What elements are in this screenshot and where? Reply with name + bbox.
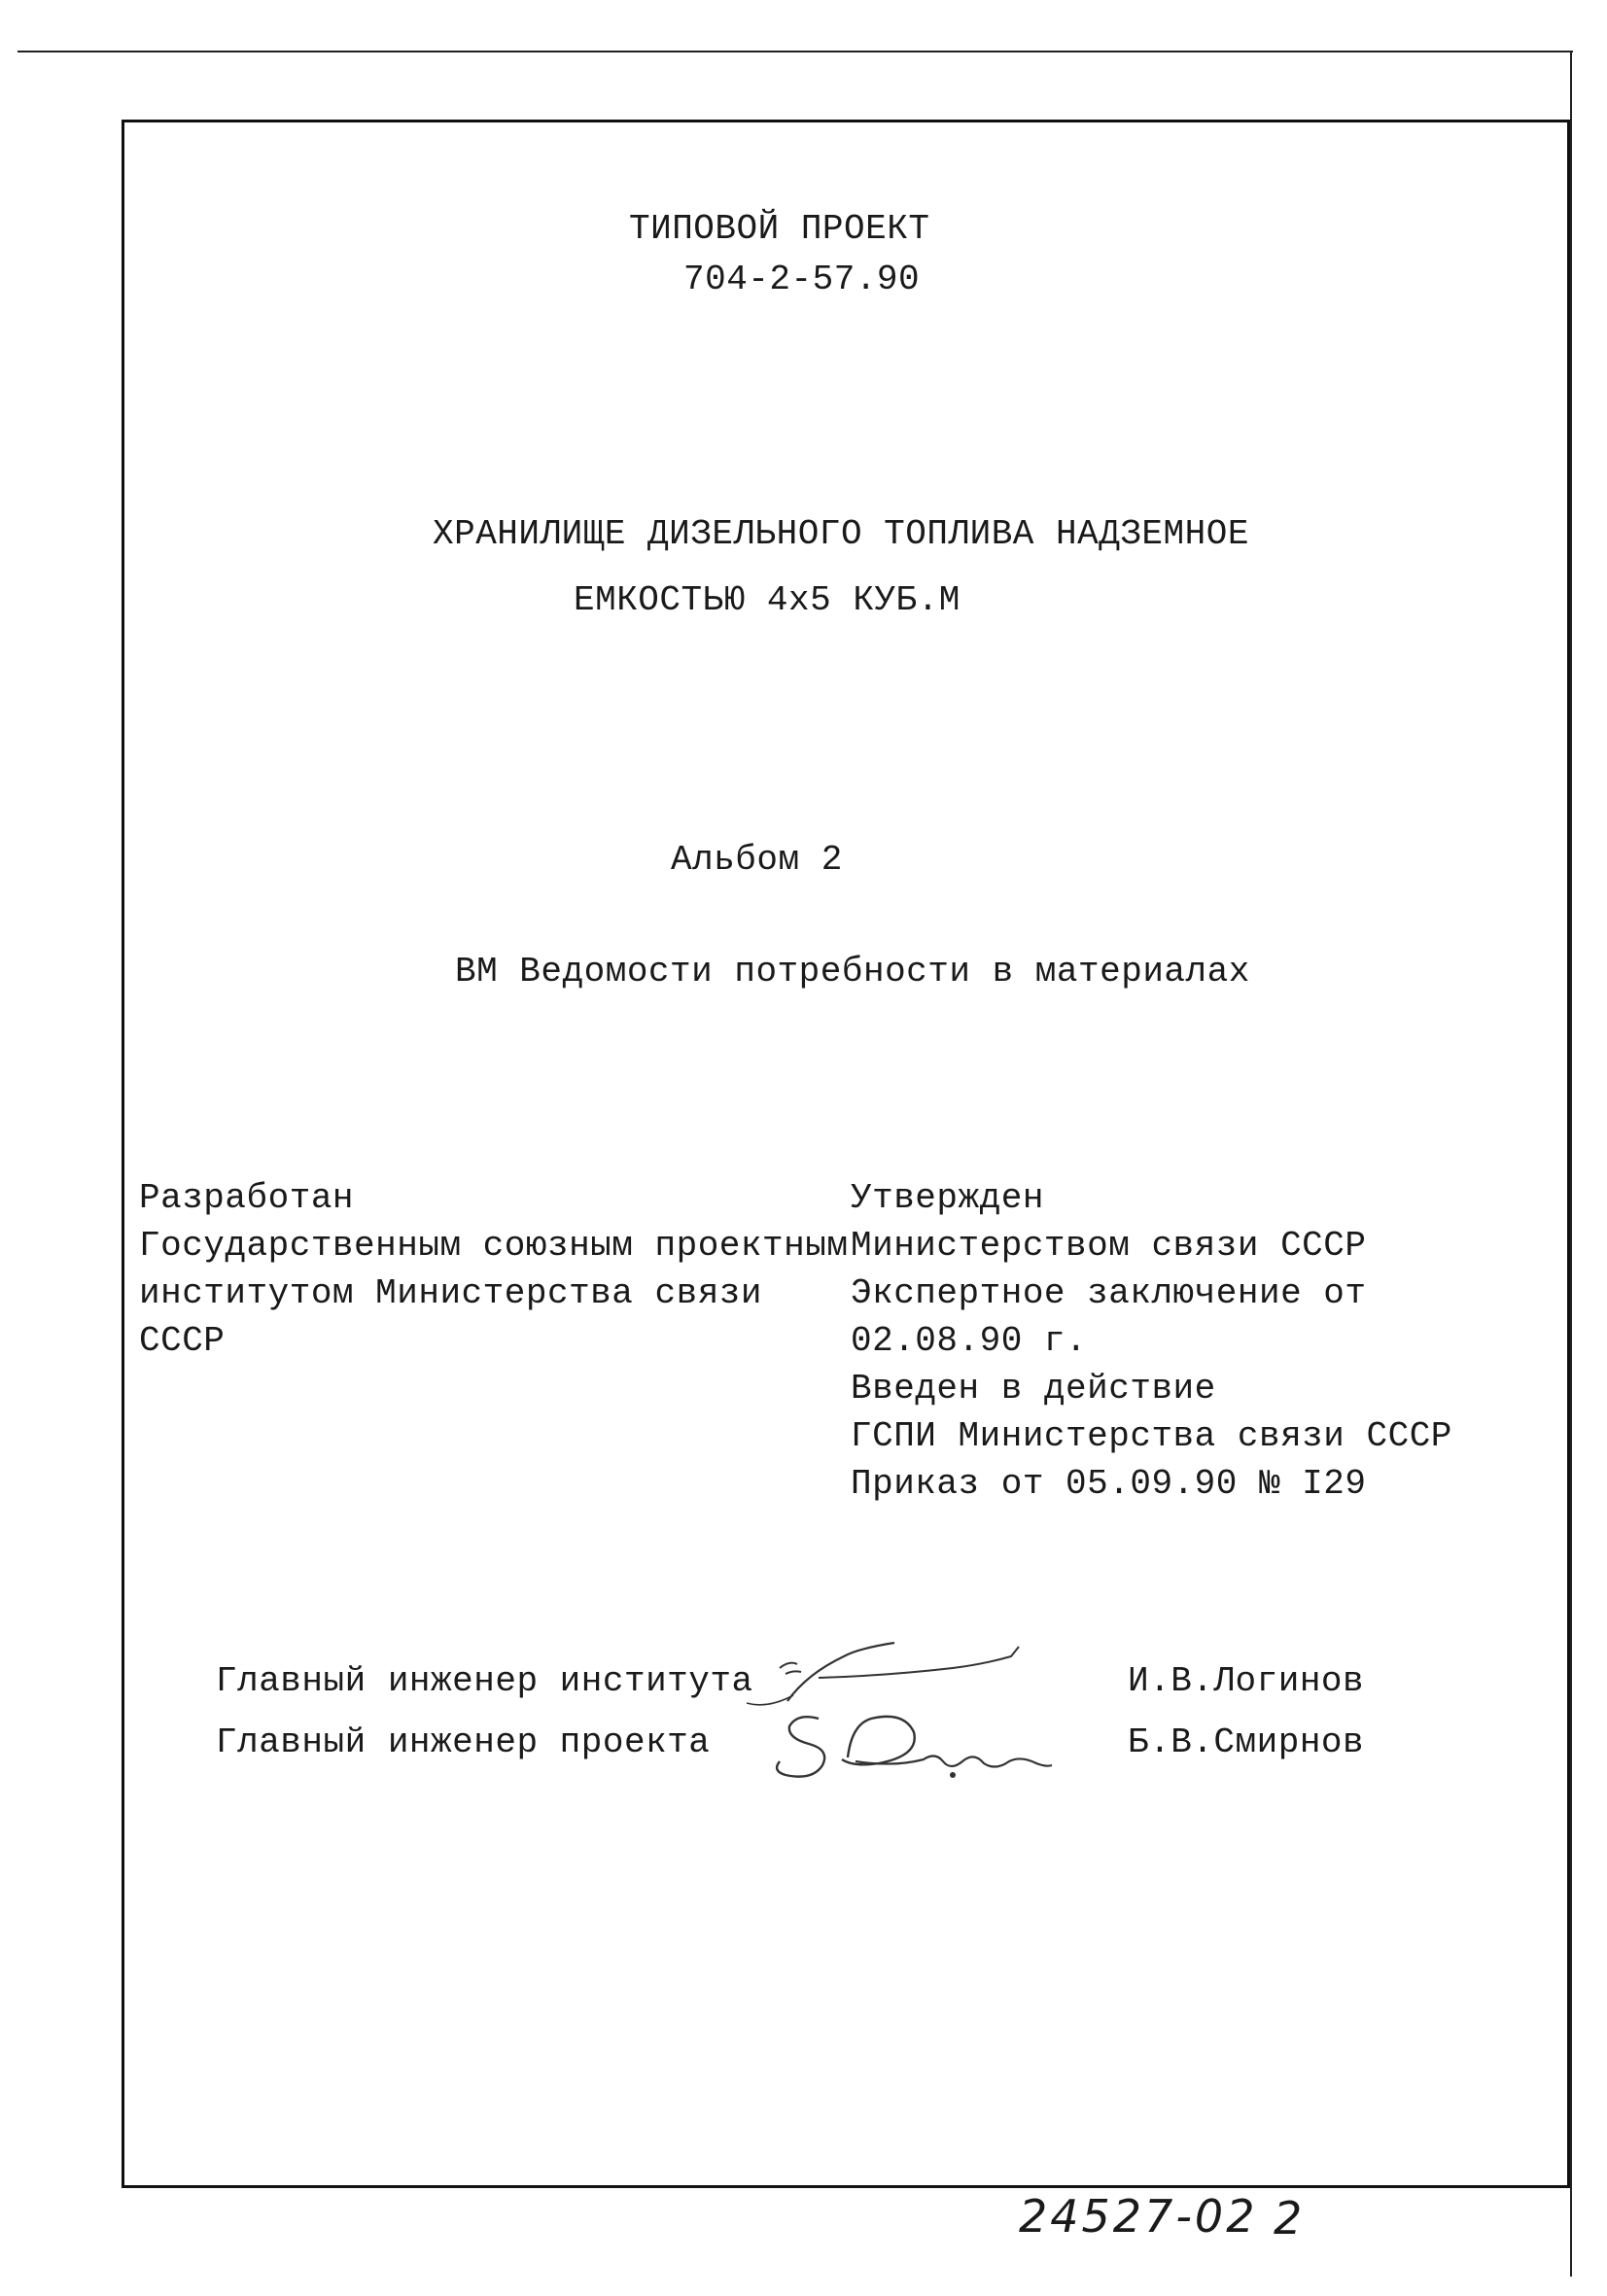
- signature-chief-engineer-project: [758, 1699, 1069, 1787]
- approved-line: Приказ от 05.09.90 № I29: [851, 1464, 1367, 1504]
- album-description: ВМ Ведомости потребности в материалах: [455, 952, 1250, 991]
- approved-line: Введен в действие: [851, 1369, 1216, 1409]
- developed-by-block: [139, 1174, 848, 1365]
- approved-line: Экспертное заключение от: [851, 1273, 1367, 1313]
- developed-line: институтом Министерства связи: [139, 1273, 763, 1313]
- approved-line: ГСПИ Министерства связи СССР: [851, 1416, 1452, 1456]
- drawing-frame: [122, 120, 1570, 2188]
- title-line-2: ЕМКОСТЬЮ 4х5 КУБ.М: [574, 580, 961, 620]
- inventory-number: 24527-02: [1019, 2190, 1258, 2243]
- top-border-line: [17, 51, 1573, 52]
- right-border-line: [1570, 51, 1572, 2277]
- project-type-label: ТИПОВОЙ ПРОЕКТ: [629, 209, 930, 249]
- signatory-role: Главный инженер института: [216, 1661, 753, 1701]
- developed-line: СССР: [139, 1321, 226, 1361]
- approved-line: 02.08.90 г.: [851, 1321, 1088, 1361]
- approved-block: [851, 1174, 1452, 1508]
- approved-line: Министерством связи СССР: [851, 1226, 1367, 1266]
- approved-heading: Утвержден: [851, 1178, 1044, 1218]
- developed-line: Государственным союзным проектным: [139, 1226, 849, 1266]
- page-number: 2: [1274, 2192, 1306, 2244]
- signatory-name: И.В.Логинов: [1128, 1661, 1365, 1701]
- developed-heading: Разработан: [139, 1178, 355, 1218]
- title-line-1: ХРАНИЛИЩЕ ДИЗЕЛЬНОГО ТОПЛИВА НАДЗЕМНОЕ: [433, 514, 1249, 554]
- album-label: Альбом 2: [671, 840, 843, 880]
- signatory-role: Главный инженер проекта: [216, 1722, 711, 1762]
- project-number: 704-2-57.90: [683, 260, 921, 299]
- signatory-name: Б.В.Смирнов: [1128, 1722, 1365, 1762]
